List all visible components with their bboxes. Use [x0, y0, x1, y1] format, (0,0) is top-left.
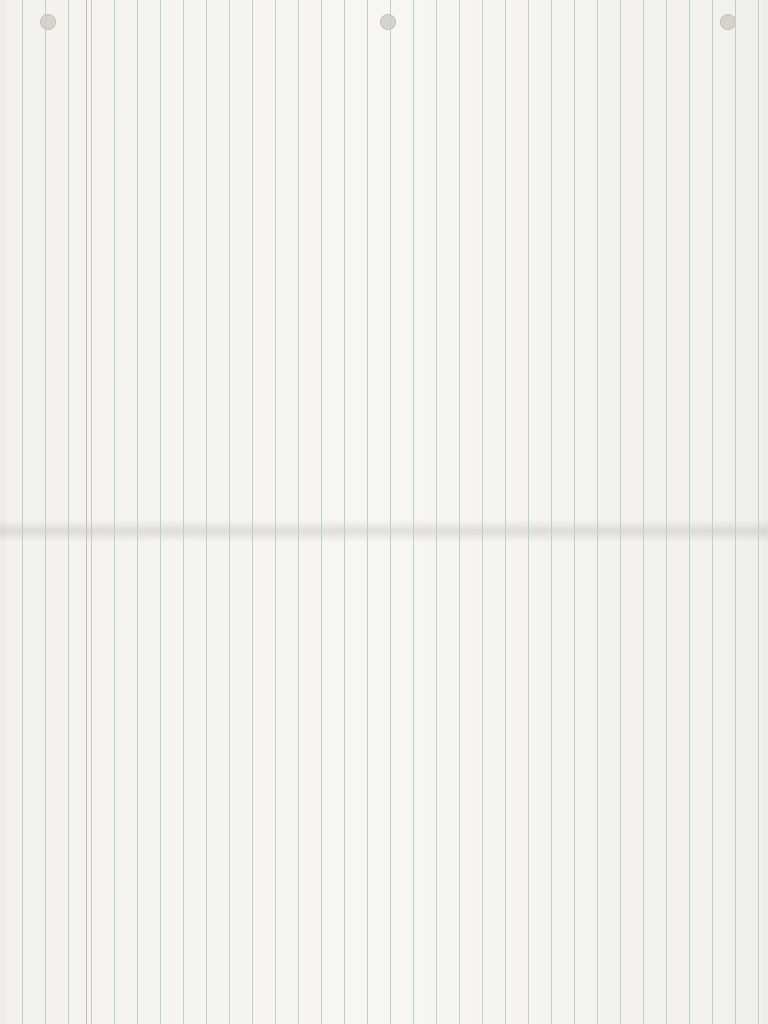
column-example-solution: [0, 20, 768, 1020]
